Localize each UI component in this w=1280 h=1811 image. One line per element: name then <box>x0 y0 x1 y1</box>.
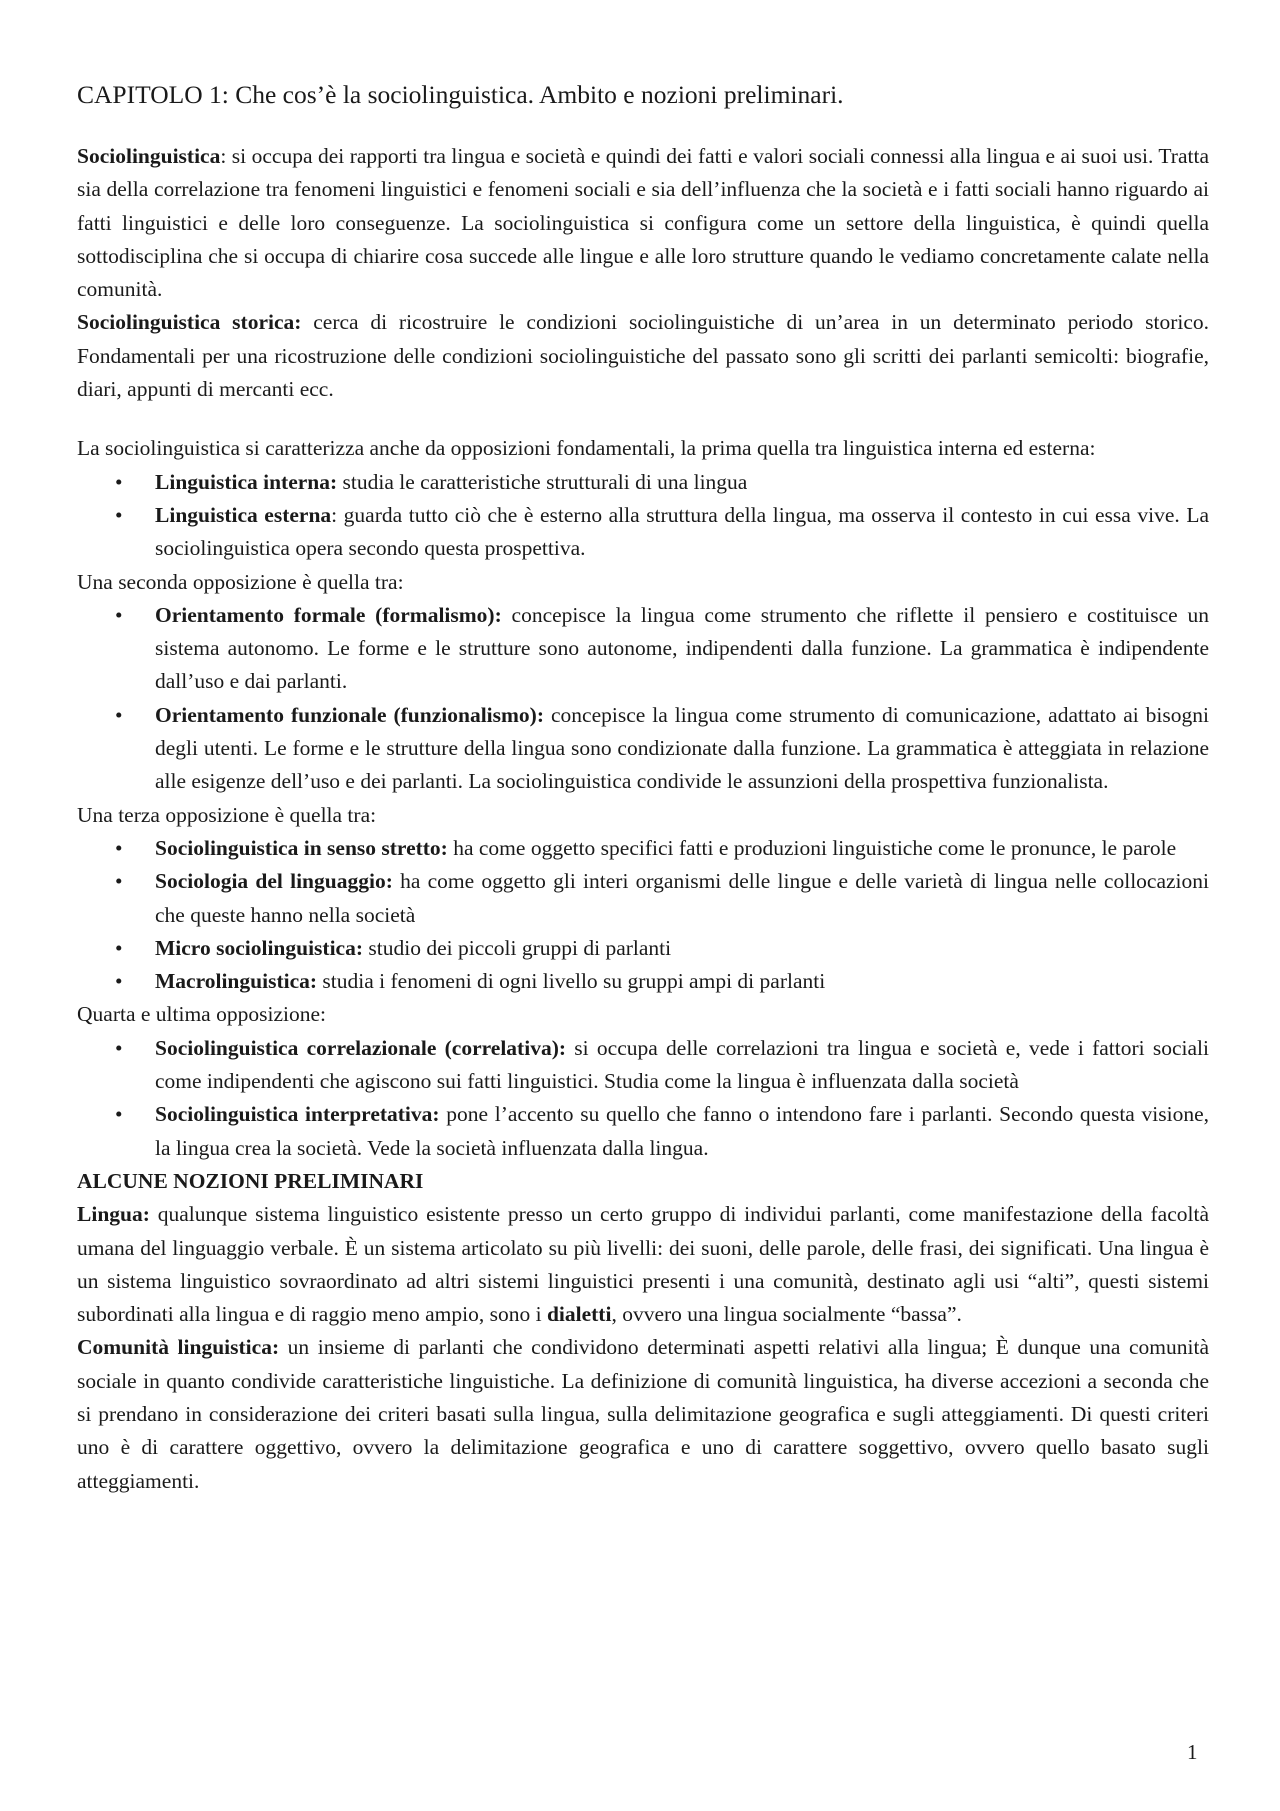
opposition-2-list <box>77 599 1209 799</box>
opposition-4-intro: Quarta e ultima opposizione: <box>77 1002 326 1027</box>
term: Sociologia del linguaggio: <box>155 869 393 894</box>
definition: concepisce la lingua come strumento che riflette il pensiero e costituisce un sistema autonomo. Le forme e le strutture sono autonome, indipendenti dalla funzione. La grammatica è indipendente dall’uso e dai parlanti. <box>155 602 1209 694</box>
term: Sociolinguistica storica: <box>77 310 302 335</box>
term: Sociolinguistica in senso stretto: <box>155 835 448 860</box>
definition: concepisce la lingua come strumento di comunicazione, adattato ai bisogni degli utenti. Le forme e le strutture della lingua sono condizionate dalla funzione. La grammatica è atteggiata in relazione alle esigenze dell’uso e dei parlanti. La sociolinguistica condivide le assunzioni della prospettiva funzionalista. <box>155 702 1209 794</box>
definition: cerca di ricostruire le condizioni sociolinguistiche di un’area in un determinato periodo storico. Fondamentali per una ricostruzione delle condizioni sociolinguistiche del passato sono gli scritti dei parlanti semicolti: biografie, diari, appunti di mercanti ecc. <box>77 310 1209 402</box>
list-item <box>155 699 1209 799</box>
section-heading: ALCUNE NOZIONI PRELIMINARI <box>77 1168 424 1193</box>
opposition-3-list <box>77 832 1209 998</box>
list-item <box>155 832 1209 865</box>
term: Sociolinguistica <box>77 144 221 168</box>
page-number: 1 <box>1187 1740 1198 1764</box>
list-item <box>155 932 1209 965</box>
paragraph-sociolinguistica <box>77 140 1209 306</box>
paragraph-comunita <box>77 1331 1209 1497</box>
definition: qualunque sistema linguistico esistente presso un certo gruppo di individui parlanti, come manifestazione della facoltà umana del linguaggio verbale. È un sistema articolato su più livelli: dei suoni, delle parole, delle frasi, dei significati. Una lingua è un sistema linguistico sovraordinato ad altri sistemi linguistici presenti i una comunità, destinato agli usi “alti”, questi sistemi subordinati alla lingua e di raggio meno ampio, sono i <box>77 1202 1209 1327</box>
list-item <box>155 1098 1209 1165</box>
opposition-1-intro: La sociolinguistica si caratterizza anche da opposizioni fondamentali, la prima quella tra linguistica interna ed esterna: <box>77 436 1096 461</box>
definition: studia le caratteristiche strutturali di una lingua <box>337 469 748 494</box>
definition: si occupa delle correlazioni tra lingua e società e, vede i fattori sociali come indipendenti che agiscono sui fatti linguistici. Studia come la lingua è influenzata dalla società <box>155 1035 1209 1094</box>
document-page <box>77 78 1209 1498</box>
term: Linguistica interna: <box>155 469 338 494</box>
definition: ha come oggetto specifici fatti e produzioni linguistiche come le pronunce, le parole <box>447 835 1177 860</box>
list-item <box>155 499 1209 566</box>
paragraph-lingua <box>77 1198 1209 1331</box>
term: Orientamento funzionale (funzionalismo): <box>155 702 544 727</box>
term: Sociolinguistica correlazionale (correlativa): <box>155 1035 567 1060</box>
spacer <box>77 406 1209 432</box>
definition: un insieme di parlanti che condividono determinati aspetti relativi alla lingua; È dunque una comunità sociale in quanto condivide caratteristiche linguistiche. La definizione di comunità linguistica, ha diverse accezioni a seconda che si prendano in considerazione dei criteri basati sulla lingua, sulla delimitazione geografica e sugli atteggiamenti. Di questi criteri uno è di carattere oggettivo, ovvero la delimitazione geografica e uno di carattere soggettivo, ovvero quello basato sugli atteggiamenti. <box>77 1335 1209 1493</box>
opposition-1-list <box>77 466 1209 566</box>
definition: pone l’accento su quello che fanno o intendono fare i parlanti. Secondo questa visione, la lingua crea la società. Vede la società influenzata dalla lingua. <box>155 1102 1209 1160</box>
term: Orientamento formale (formalismo): <box>155 602 502 627</box>
opposition-2-intro: Una seconda opposizione è quella tra: <box>77 569 404 594</box>
term-dialetti: dialetti <box>546 1302 612 1327</box>
list-item <box>155 599 1209 699</box>
definition-tail: , ovvero una lingua socialmente “bassa”. <box>611 1302 962 1327</box>
definition: studio dei piccoli gruppi di parlanti <box>363 935 672 960</box>
definition: : guarda tutto ciò che è esterno alla struttura della lingua, ma osserva il contesto in cui essa vive. La sociolinguistica opera secondo questa prospettiva. <box>155 502 1209 561</box>
opposition-4-list <box>77 1032 1209 1165</box>
term: Comunità linguistica: <box>77 1335 280 1360</box>
term: Macrolinguistica: <box>155 969 318 994</box>
list-item <box>155 865 1209 932</box>
definition: ha come oggetto gli interi organismi delle lingue e delle varietà di lingua nelle collocazioni che queste hanno nella società <box>155 869 1209 927</box>
paragraph-storica <box>77 306 1209 406</box>
chapter-title: CAPITOLO 1: Che cos’è la sociolinguistica. Ambito e nozioni preliminari. <box>77 80 844 109</box>
opposition-3-intro: Una terza opposizione è quella tra: <box>77 802 377 827</box>
definition: studia i fenomeni di ogni livello su gruppi ampi di parlanti <box>317 969 826 994</box>
term: Micro sociolinguistica: <box>155 935 364 960</box>
list-item <box>155 466 1209 499</box>
definition: : si occupa dei rapporti tra lingua e società e quindi dei fatti e valori sociali connessi alla lingua e ai suoi usi. Tratta sia della correlazione tra fenomeni linguistici e fenomeni sociali e sia dell’influenza che la società e i fatti sociali hanno riguardo ai fatti linguistici e delle loro conseguenze. La sociolinguistica si configura come un settore della linguistica, è quindi quella sottodisciplina che si occupa di chiarire cosa succede alle lingue e alle loro strutture quando le vediamo concretamente calate nella comunità. <box>77 144 1209 302</box>
term: Linguistica esterna <box>155 502 332 527</box>
list-item <box>155 1032 1209 1099</box>
term: Sociolinguistica interpretativa: <box>155 1102 440 1127</box>
list-item <box>155 965 1209 998</box>
term: Lingua: <box>77 1202 150 1227</box>
